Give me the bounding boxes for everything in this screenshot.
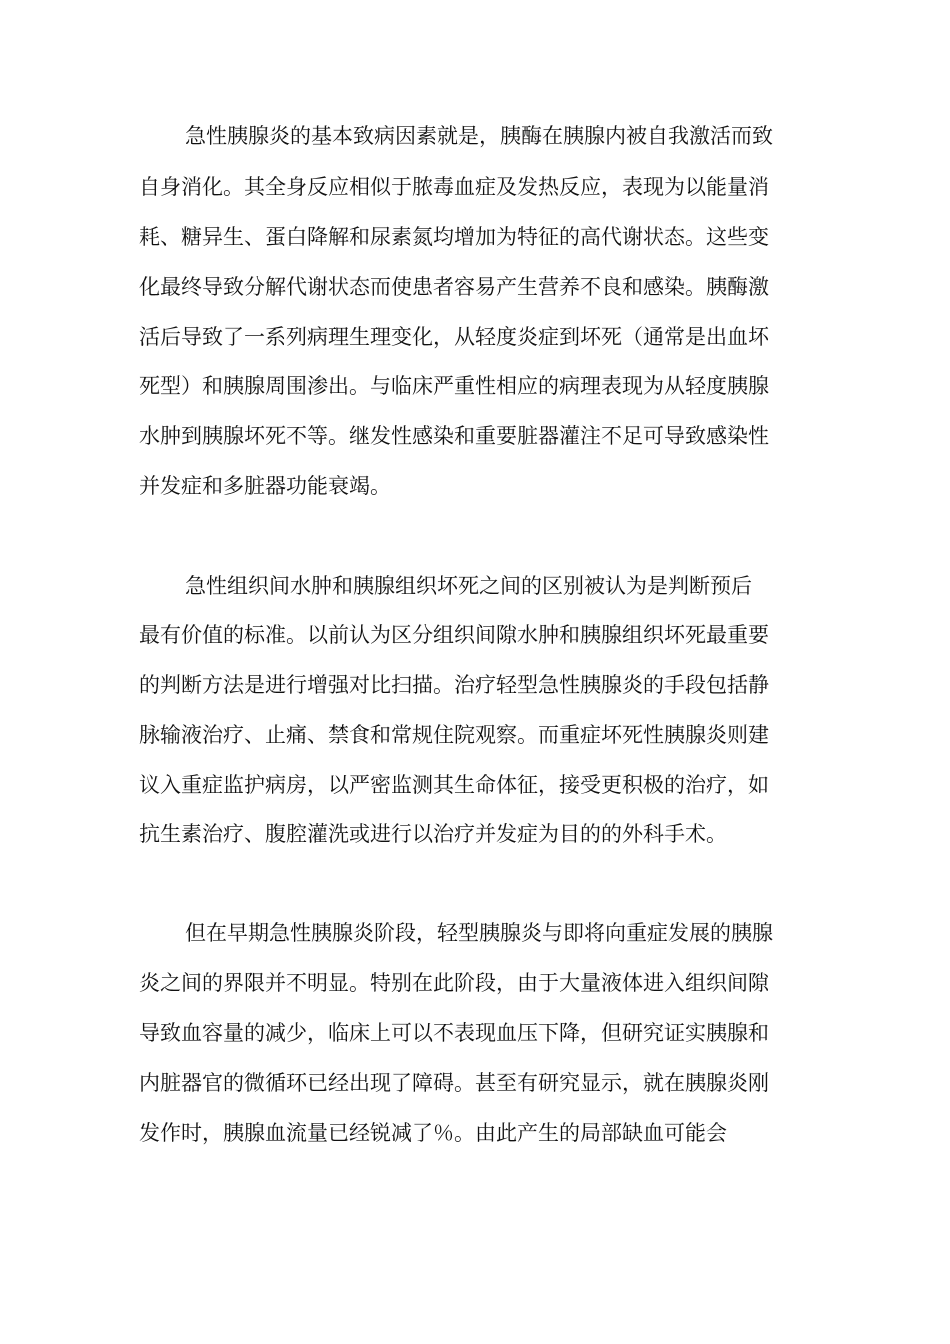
paragraph-line: 但在早期急性胰腺炎阶段，轻型胰腺炎与即将向重症发展的胰腺 bbox=[185, 921, 773, 945]
paragraph-line: 急性组织间水肿和胰腺组织坏死之间的区别被认为是判断预后 bbox=[185, 574, 752, 598]
paragraph-line: 水肿到胰腺坏死不等。继发性感染和重要脏器灌注不足可导致感染性 bbox=[139, 424, 769, 448]
paragraph-line: 炎之间的界限并不明显。特别在此阶段，由于大量液体进入组织间隙 bbox=[139, 971, 769, 995]
paragraph-line: 脉输液治疗、止痛、禁食和常规住院观察。而重症坏死性胰腺炎则建 bbox=[139, 723, 769, 747]
paragraph-line: 化最终导致分解代谢状态而使患者容易产生营养不良和感染。胰酶激 bbox=[139, 275, 769, 299]
paragraph-line: 耗、糖异生、蛋白降解和尿素氮均增加为特征的高代谢状态。这些变 bbox=[139, 225, 769, 249]
paragraph-line: 死型）和胰腺周围渗出。与临床严重性相应的病理表现为从轻度胰腺 bbox=[139, 374, 769, 398]
paragraph-line: 发作时，胰腺血流量已经锐减了％。由此产生的局部缺血可能会 bbox=[139, 1121, 727, 1145]
paragraph-line: 的判断方法是进行增强对比扫描。治疗轻型急性胰腺炎的手段包括静 bbox=[139, 673, 769, 697]
paragraph-line: 议入重症监护病房，以严密监测其生命体征，接受更积极的治疗，如 bbox=[139, 773, 769, 797]
paragraph-line: 抗生素治疗、腹腔灌洗或进行以治疗并发症为目的的外科手术。 bbox=[139, 822, 727, 846]
paragraph-line: 急性胰腺炎的基本致病因素就是，胰酶在胰腺内被自我激活而致 bbox=[185, 124, 773, 148]
paragraph-line: 最有价值的标准。以前认为区分组织间隙水肿和胰腺组织坏死最重要 bbox=[139, 623, 769, 647]
paragraph-line: 导致血容量的减少，临床上可以不表现血压下降，但研究证实胰腺和 bbox=[139, 1021, 769, 1045]
paragraph-line: 自身消化。其全身反应相似于脓毒血症及发热反应，表现为以能量消 bbox=[139, 175, 769, 199]
paragraph-line: 并发症和多脏器功能衰竭。 bbox=[139, 474, 391, 498]
paragraph-line: 活后导致了一系列病理生理变化，从轻度炎症到坏死（通常是出血坏 bbox=[139, 325, 769, 349]
paragraph-line: 内脏器官的微循环已经出现了障碍。甚至有研究显示，就在胰腺炎刚 bbox=[139, 1071, 769, 1095]
